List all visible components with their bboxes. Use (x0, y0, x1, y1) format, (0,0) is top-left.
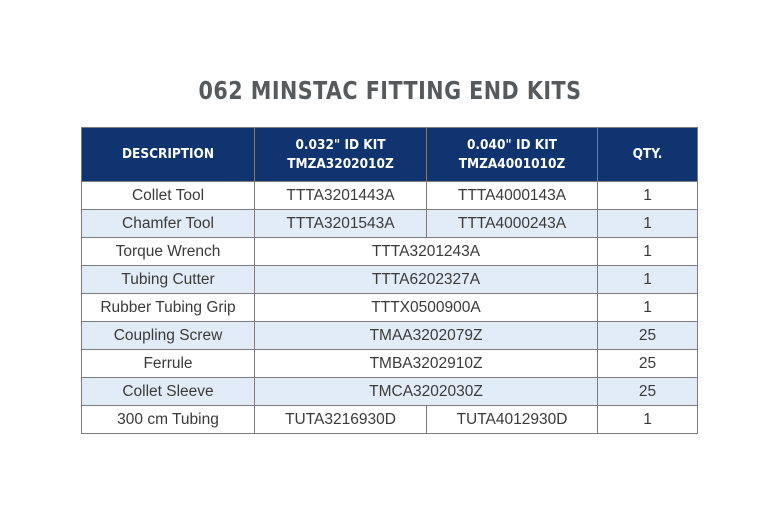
description-cell: Ferrule (82, 350, 255, 378)
kit-part-number: TMZA3202010Z (287, 155, 394, 172)
kit-040-part-cell: TTTA4000243A (427, 210, 598, 238)
table-row (82, 266, 698, 294)
table-row (82, 406, 698, 434)
kit-032-part-cell: TTTA3201443A (255, 182, 427, 210)
qty-cell: 1 (598, 182, 698, 210)
kit-size-label: 0.040" ID KIT (466, 136, 557, 153)
qty-cell: 1 (598, 238, 698, 266)
qty-cell: 1 (598, 294, 698, 322)
column-header-kit-032 (255, 128, 427, 182)
table-row (82, 350, 698, 378)
column-header-label: DESCRIPTION (121, 146, 215, 162)
shared-part-cell: TMAA3202079Z (255, 322, 598, 350)
qty-cell: 1 (598, 266, 698, 294)
table-header-row (82, 128, 698, 182)
kit-032-part-cell: TTTA3201543A (255, 210, 427, 238)
description-cell: Collet Tool (82, 182, 255, 210)
page-title: 062 MINSTAC FITTING END KITS (198, 76, 582, 105)
qty-cell: 25 (598, 350, 698, 378)
table-row (82, 182, 698, 210)
kit-040-part-cell: TUTA4012930D (427, 406, 598, 434)
table-row (82, 238, 698, 266)
column-header-kit-040 (427, 128, 598, 182)
kit-part-number: TMZA4001010Z (458, 155, 566, 172)
column-header-label: QTY. (632, 146, 663, 162)
shared-part-cell: TTTA6202327A (255, 266, 598, 294)
table-row (82, 378, 698, 406)
shared-part-cell: TMCA3202030Z (255, 378, 598, 406)
kit-040-part-cell: TTTA4000143A (427, 182, 598, 210)
qty-cell: 25 (598, 378, 698, 406)
shared-part-cell: TTTX0500900A (255, 294, 598, 322)
table-row (82, 322, 698, 350)
qty-cell: 1 (598, 406, 698, 434)
table-row (82, 210, 698, 238)
description-cell: Rubber Tubing Grip (82, 294, 255, 322)
description-cell: Chamfer Tool (82, 210, 255, 238)
shared-part-cell: TTTA3201243A (255, 238, 598, 266)
column-header-qty (598, 128, 698, 182)
qty-cell: 1 (598, 210, 698, 238)
qty-cell: 25 (598, 322, 698, 350)
description-cell: Collet Sleeve (82, 378, 255, 406)
description-cell: Torque Wrench (82, 238, 255, 266)
description-cell: 300 cm Tubing (82, 406, 255, 434)
kit-032-part-cell: TUTA3216930D (255, 406, 427, 434)
column-header-description (82, 128, 255, 182)
description-cell: Tubing Cutter (82, 266, 255, 294)
fitting-kits-table (81, 127, 698, 434)
kit-size-label: 0.032" ID KIT (295, 136, 386, 153)
description-cell: Coupling Screw (82, 322, 255, 350)
table-row (82, 294, 698, 322)
shared-part-cell: TMBA3202910Z (255, 350, 598, 378)
